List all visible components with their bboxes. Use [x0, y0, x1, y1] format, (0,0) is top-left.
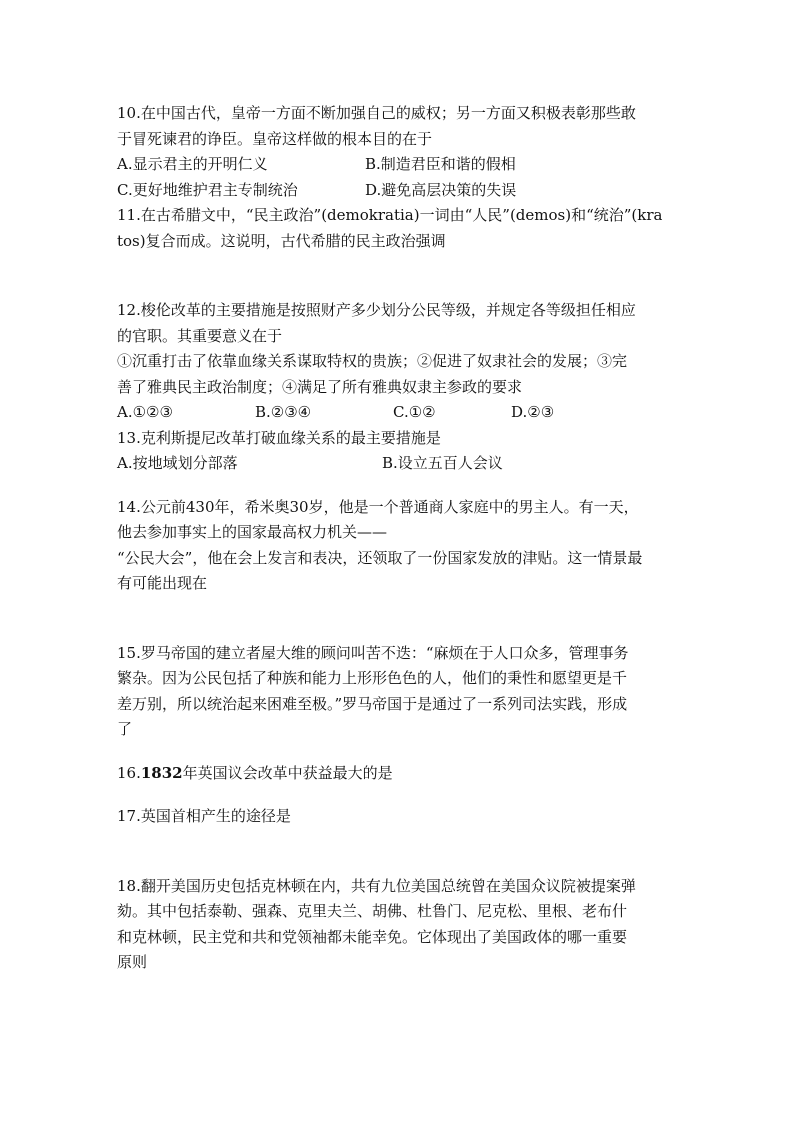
question-text-line: 于冒死谏君的诤臣。皇帝这样做的根本目的在于 — [117, 129, 433, 148]
question-text-line: tos)复合而成。这说明，古代希腊的民主政治强调 — [117, 231, 446, 250]
options-row — [117, 451, 684, 477]
answer-space — [117, 597, 684, 641]
option-a: A.显示君主的开明仁义 — [117, 155, 268, 173]
question-12 — [117, 298, 684, 426]
option-d: D.避免高层决策的失误 — [365, 180, 517, 199]
year-value: 1832 — [140, 763, 183, 782]
option-b: B.②③④ — [255, 403, 312, 421]
option-c: C.更好地维护君主专制统治 — [117, 180, 298, 199]
question-text-line: 的官职。其重要意义在于 — [117, 326, 283, 345]
question-text-line: 差万别，所以统治起来困难至极。”罗马帝国于是通过了一系列司法实践，形成 — [117, 694, 628, 713]
answer-space — [117, 830, 684, 874]
question-text-line: 和克林顿，民主党和共和党领袖都未能幸免。它体现出了美国政体的哪一重要 — [117, 927, 628, 946]
question-11 — [117, 203, 684, 254]
options-row — [117, 152, 684, 178]
option-b: B.制造君臣和谐的假相 — [365, 155, 516, 173]
option-a: A.①②③ — [117, 403, 173, 421]
options-row — [117, 400, 684, 426]
question-text-line: 13.克利斯提尼改革打破血缘关系的最主要措施是 — [117, 428, 441, 447]
option-b: B.设立五百人会议 — [382, 454, 503, 472]
question-number: 16. — [117, 763, 141, 782]
question-text-line: 有可能出现在 — [117, 574, 208, 592]
answer-space — [117, 786, 684, 804]
answer-space — [117, 743, 684, 761]
question-text-line: 劾。其中包括泰勒、强森、克里夫兰、胡佛、杜鲁门、尼克松、里根、老布什 — [117, 902, 628, 920]
question-text-line: 繁杂。因为公民包括了种族和能力上形形色色的人，他们的秉性和愿望更是千 — [117, 669, 628, 687]
question-10 — [117, 101, 684, 203]
answer-space — [117, 477, 684, 495]
question-13 — [117, 426, 684, 477]
question-text-line: ①沉重打击了依靠血缘关系谋取特权的贵族；②促进了奴隶社会的发展；③完 — [117, 352, 628, 370]
question-text-line: 17.英国首相产生的途径是 — [117, 807, 291, 825]
question-text: 年英国议会改革中获益最大的是 — [182, 763, 393, 782]
question-text-line: “公民大会”，他在会上发言和表决，还领取了一份国家发放的津贴。这一情景最 — [117, 548, 643, 567]
answer-space — [117, 254, 684, 298]
question-16 — [117, 761, 684, 787]
option-d: D.②③ — [511, 403, 555, 421]
question-text-line: 12.梭伦改革的主要措施是按照财产多少划分公民等级，并规定各等级担任相应 — [117, 301, 636, 319]
options-row — [117, 178, 684, 204]
question-text-line: 15.罗马帝国的建立者屋大维的顾问叫苦不迭：“麻烦在于人口众多，管理事务 — [117, 643, 629, 662]
question-17 — [117, 804, 684, 830]
question-text-line: 14.公元前430年，希米奥30岁，他是一个普通商人家庭中的男主人。有一天， — [117, 497, 639, 516]
question-text-line: 11.在古希腊文中，“民主政治”(demokratia)一词由“人民”(demos)和“统治”(kra — [117, 206, 663, 224]
option-c: C.①② — [393, 403, 436, 421]
option-a: A.按地域划分部落 — [117, 454, 238, 472]
question-text-line: 善了雅典民主政治制度；④满足了所有雅典奴隶主参政的要求 — [117, 377, 523, 396]
question-text-line: 原则 — [117, 953, 148, 971]
question-text-line: 10.在中国古代，皇帝一方面不断加强自己的威权；另一方面又积极表彰那些敢 — [117, 104, 636, 122]
question-18 — [117, 874, 684, 976]
question-text-line — [117, 761, 684, 787]
question-14 — [117, 495, 684, 597]
question-text-line: 了 — [117, 720, 133, 738]
question-15 — [117, 641, 684, 743]
question-text-line: 18.翻开美国历史包括克林顿在内，共有九位美国总统曾在美国众议院被提案弹 — [117, 876, 636, 895]
question-text-line: 他去参加事实上的国家最高权力机关—— — [117, 523, 388, 541]
